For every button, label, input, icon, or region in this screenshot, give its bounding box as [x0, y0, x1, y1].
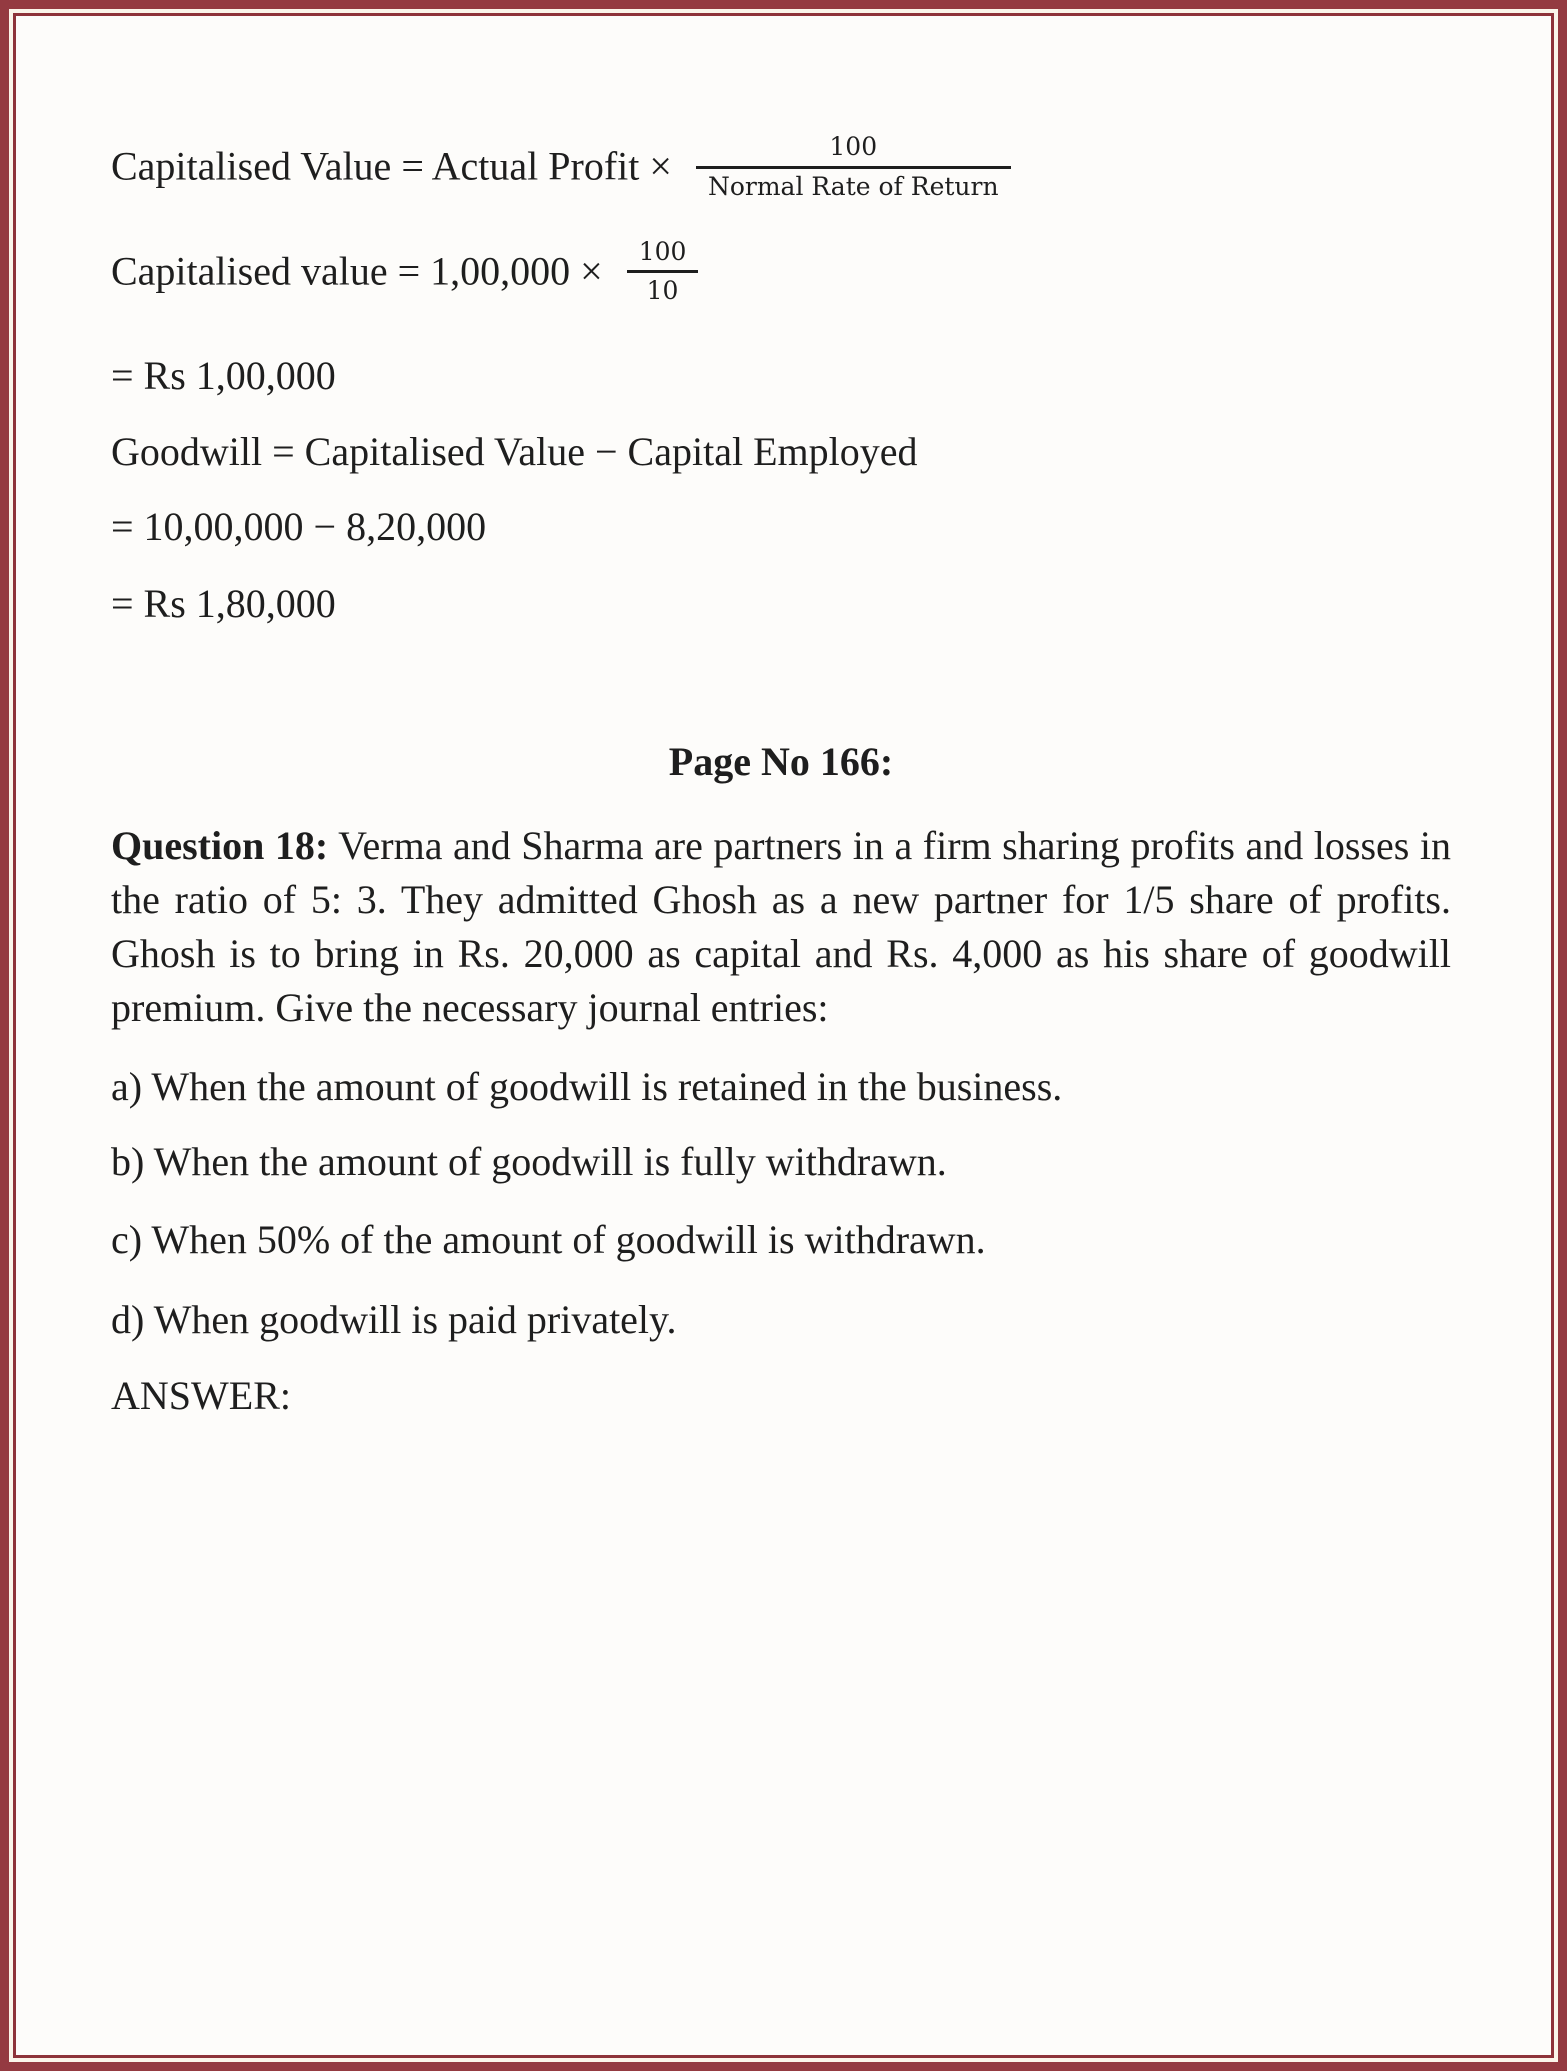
fraction-normal-rate	[696, 133, 1011, 202]
option-b: b) When the amount of goodwill is fully withdrawn.	[111, 1139, 947, 1184]
formula-goodwill-result: = Rs 1,80,000	[111, 581, 336, 626]
document-content	[111, 16, 1451, 1419]
fraction-100-over-10	[627, 238, 699, 307]
option-a: a) When the amount of goodwill is retained in the business.	[111, 1064, 1063, 1109]
formula-capitalised-value-numeric	[111, 236, 1451, 310]
formula-capitalised-value-numeric-prefix: Capitalised value = 1,00,000 ×	[111, 247, 603, 293]
question-paragraph	[111, 819, 1451, 1035]
question-label: Question 18:	[111, 823, 329, 868]
formula-capitalised-value-prefix: Capitalised Value = Actual Profit ×	[111, 143, 672, 189]
formula-goodwill-definition: Goodwill = Capitalised Value − Capital Employed	[111, 429, 918, 474]
document-page	[13, 13, 1554, 2058]
fraction-denominator: Normal Rate of Return	[696, 166, 1011, 202]
option-c: c) When 50% of the amount of goodwill is withdrawn.	[111, 1217, 986, 1262]
fraction-numerator: 100	[829, 132, 878, 161]
fraction-numerator: 100	[638, 236, 687, 266]
formula-capitalised-value	[111, 132, 1451, 205]
option-d: d) When goodwill is paid privately.	[111, 1297, 677, 1342]
question-text: Verma and Sharma are partners in a firm sharing profits and losses in the ratio of 5: 3. They admitted Ghosh as a new partner for 1/5 share of profits. Ghosh is to bring in Rs. 20,000 as capital and Rs. 4,000 as his share of goodwill premium. Give the necessary journal entries:	[111, 823, 1451, 1030]
answer-label: ANSWER:	[111, 1373, 291, 1418]
formula-result-capitalised: = Rs 1,00,000	[111, 353, 336, 398]
fraction-denominator: 10	[627, 270, 699, 306]
page-number-heading: Page No 166:	[668, 739, 894, 784]
formula-goodwill-subtraction: = 10,00,000 − 8,20,000	[111, 504, 487, 549]
